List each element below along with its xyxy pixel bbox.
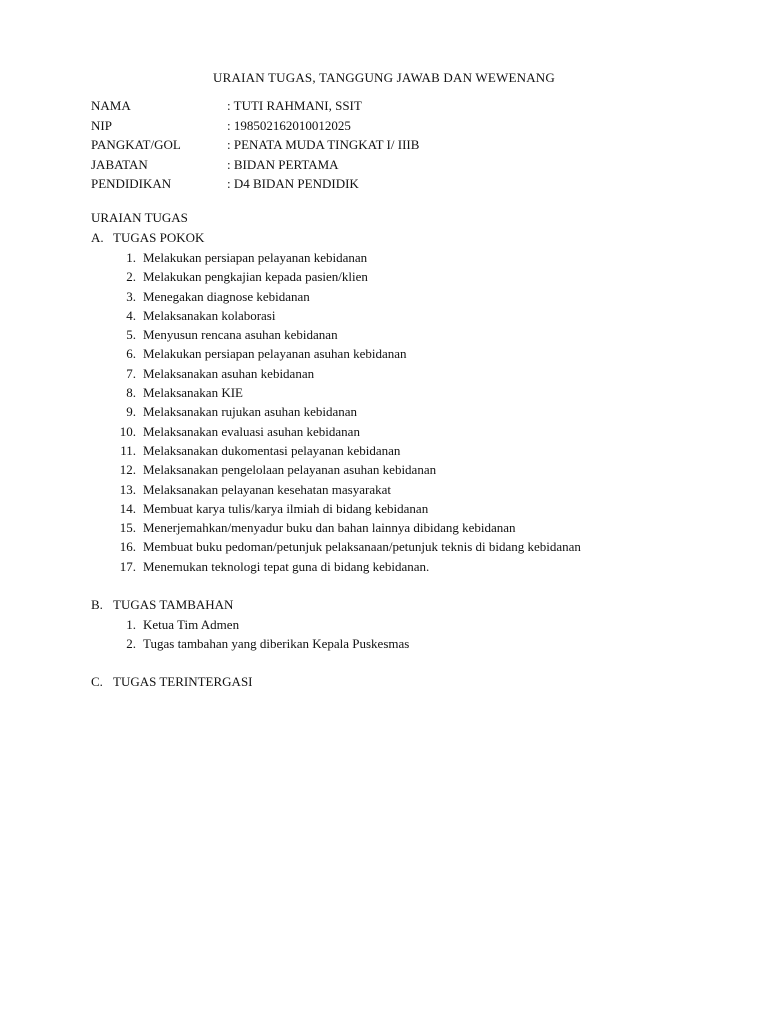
list-number: 16. xyxy=(119,539,136,555)
list-text: Melaksanakan pelayanan kesehatan masyarakat xyxy=(143,481,391,497)
list-text: Menerjemahkan/menyadur buku dan bahan lainnya dibidang kebidanan xyxy=(143,520,516,536)
list-number: 11. xyxy=(120,442,136,458)
list-number: 13. xyxy=(119,481,136,497)
section-letter: B. xyxy=(91,597,103,612)
list-text: Tugas tambahan yang diberikan Kepala Puskesmas xyxy=(143,636,410,652)
document-title: URAIAN TUGAS, TANGGUNG JAWAB DAN WEWENANG xyxy=(213,70,555,85)
info-label: PENDIDIKAN xyxy=(91,176,172,191)
list-text: Melakukan pengkajian kepada pasien/klien xyxy=(143,269,368,285)
info-value: : D4 BIDAN PENDIDIK xyxy=(227,176,359,191)
info-row-nip xyxy=(91,116,419,136)
list-item xyxy=(110,383,581,402)
info-value: : BIDAN PERTAMA xyxy=(227,156,339,172)
list-item xyxy=(110,287,581,306)
list-item xyxy=(110,480,581,499)
list-item xyxy=(110,306,581,325)
list-text: Melaksanakan asuhan kebidanan xyxy=(143,365,315,381)
list-number: 8. xyxy=(126,385,136,401)
list-item xyxy=(110,325,581,344)
section-title: TUGAS POKOK xyxy=(113,230,205,245)
section-c-heading xyxy=(91,674,253,690)
list-text: Melaksanakan kolaborasi xyxy=(143,307,276,323)
section-letter: A. xyxy=(91,230,104,245)
section-title: TUGAS TERINTERGASI xyxy=(113,674,253,689)
list-number: 15. xyxy=(119,520,136,536)
list-text: Melakukan persiapan pelayanan kebidanan xyxy=(143,250,368,265)
list-text: Menyusun rencana asuhan kebidanan xyxy=(143,327,338,343)
info-row-nama xyxy=(91,96,419,116)
info-label: JABATAN xyxy=(91,156,148,172)
list-item xyxy=(110,460,581,479)
list-text: Melaksanakan pengelolaan pelayanan asuhan kebidanan xyxy=(143,462,437,478)
list-text: Melaksanakan evaluasi asuhan kebidanan xyxy=(143,423,360,439)
list-item xyxy=(110,344,581,363)
list-number: 14. xyxy=(119,500,136,516)
list-item xyxy=(110,267,581,286)
info-row-pangkat xyxy=(91,135,419,155)
list-item xyxy=(110,518,581,537)
tugas-pokok-list xyxy=(110,248,581,576)
info-row-jabatan xyxy=(91,155,419,175)
list-text: Melaksanakan dukomentasi pelayanan kebidanan xyxy=(143,442,401,458)
list-item xyxy=(110,364,581,383)
list-number: 17. xyxy=(119,558,136,574)
list-item xyxy=(110,537,581,556)
list-number: 4. xyxy=(126,307,136,323)
list-number: 3. xyxy=(126,288,136,304)
info-value: : TUTI RAHMANI, SSIT xyxy=(227,98,362,113)
list-number: 5. xyxy=(126,327,136,343)
section-b-heading xyxy=(91,597,233,613)
section-title: TUGAS TAMBAHAN xyxy=(113,597,234,612)
list-item xyxy=(110,634,409,653)
list-text: Ketua Tim Admen xyxy=(143,617,240,632)
list-item xyxy=(110,248,581,267)
list-number: 6. xyxy=(126,346,136,362)
employee-info xyxy=(91,96,419,194)
list-number: 9. xyxy=(126,404,136,420)
info-value: : 198502162010012025 xyxy=(227,117,351,133)
list-text: Melaksanakan rujukan asuhan kebidanan xyxy=(143,404,358,420)
list-item xyxy=(110,557,581,576)
list-text: Melakukan persiapan pelayanan asuhan kebidanan xyxy=(143,346,407,362)
list-text: Membuat karya tulis/karya ilmiah di bidang kebidanan xyxy=(143,500,429,516)
list-number: 1. xyxy=(126,617,136,632)
list-number: 7. xyxy=(126,365,136,381)
list-item xyxy=(110,402,581,421)
info-value: : PENATA MUDA TINGKAT I/ IIIB xyxy=(227,137,420,152)
section-letter: C. xyxy=(91,674,103,689)
list-text: Menemukan teknologi tepat guna di bidang kebidanan. xyxy=(143,558,430,574)
section-a-heading xyxy=(91,230,204,246)
uraian-tugas-heading: URAIAN TUGAS xyxy=(91,210,188,225)
list-item xyxy=(110,422,581,441)
list-number: 2. xyxy=(126,269,136,285)
info-label: NIP xyxy=(91,117,112,133)
info-row-pendidikan xyxy=(91,174,419,194)
info-label: PANGKAT/GOL xyxy=(91,137,181,152)
list-text: Menegakan diagnose kebidanan xyxy=(143,288,310,304)
info-label: NAMA xyxy=(91,98,131,113)
list-number: 2. xyxy=(126,636,136,652)
list-number: 1. xyxy=(126,250,136,265)
list-number: 10. xyxy=(119,423,136,439)
list-text: Melaksanakan KIE xyxy=(143,385,243,401)
list-item xyxy=(110,499,581,518)
list-item xyxy=(110,615,409,634)
list-text: Membuat buku pedoman/petunjuk pelaksanaan/petunjuk teknis di bidang kebidanan xyxy=(143,539,581,555)
tugas-tambahan-list xyxy=(110,615,409,654)
list-number: 12. xyxy=(119,462,136,478)
list-item xyxy=(110,441,581,460)
